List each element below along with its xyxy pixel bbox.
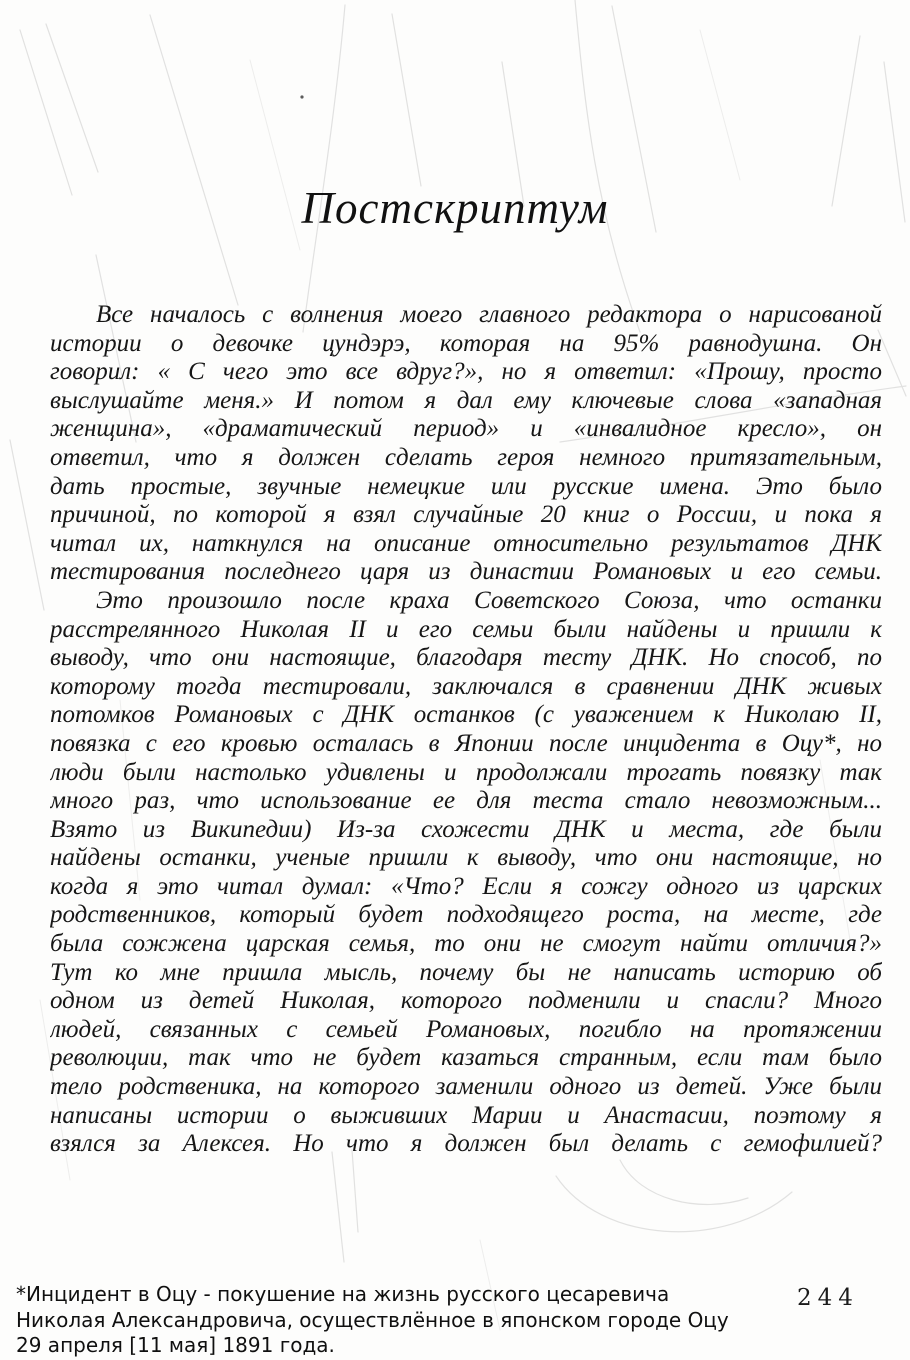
- text-line: Тут ко мне пришла мысль, почему бы не написать историю об: [50, 958, 882, 986]
- text-line: люди были настолько удивлены и продолжали трогать повязку так: [50, 758, 882, 786]
- text-line: говорил: « С чего это все вдруг?», но я ответил: «Прошу, просто: [50, 358, 882, 386]
- text-line: потомков Романовых с ДНК останков (с уважением к Николаю II,: [50, 701, 882, 729]
- text-line: выслушайте меня.» И потом я дал ему ключевые слова «западная: [50, 386, 882, 414]
- text-line: тестирования последнего царя из династии Романовых и его семьи.: [50, 558, 882, 586]
- text-line: причиной, по которой я взял случайные 20 книг о России, и пока я: [50, 501, 882, 529]
- page-number: 244: [797, 1285, 859, 1311]
- text-line: написаны истории о выживших Марии и Анастасии, поэтому я: [50, 1101, 882, 1129]
- text-line: женщина», «драматический период» и «инвалидное кресло», он: [50, 415, 882, 443]
- text-line: ответил, что я должен сделать героя немного притязательным,: [50, 443, 882, 471]
- text-line: расстрелянного Николая II и его семьи были найдены и пришли к: [50, 615, 882, 643]
- footnote-line: Николая Александровича, осуществлённое в японском городе Оцу: [16, 1307, 729, 1332]
- text-line: тело родственика, на которого заменили одного из детей. Уже были: [50, 1073, 882, 1101]
- text-line: дать простые, звучные немецкие или русские имена. Это было: [50, 472, 882, 500]
- text-line: Все началось с волнения моего главного редактора о нарисованой: [96, 301, 882, 328]
- ink-speck: [300, 95, 303, 98]
- body-text: [50, 301, 882, 1159]
- text-line: выводу, что они настоящие, благодаря тесту ДНК. Но способ, по: [50, 644, 882, 672]
- text-line: взялся за Алексея. Но что я должен был делать с гемофилией?: [50, 1130, 882, 1158]
- text-line: одном из детей Николая, которого подменили и спасли? Много: [50, 987, 882, 1015]
- footnote: [16, 1282, 729, 1359]
- footnote-line: 29 апреля [11 мая] 1891 года.: [16, 1333, 335, 1357]
- text-line: которому тогда тестировали, заключался в сравнении ДНК живых: [50, 672, 882, 700]
- page-title: Постскриптум: [301, 183, 609, 233]
- text-line: родственников, который будет подходящего роста, на месте, где: [50, 901, 882, 929]
- text-line: когда я это читал думал: «Что? Если я сожгу одного из царских: [50, 872, 882, 900]
- text-line: Это произошло после краха Советского Союза, что останки: [96, 586, 882, 614]
- footnote-line: *Инцидент в Оцу - покушение на жизнь русского цесаревича: [16, 1282, 670, 1306]
- text-line: истории о девочке цундэрэ, которая на 95% равнодушна. Он: [50, 329, 882, 357]
- text-line: была сожжена царская семья, то они не смогут найти отличия?»: [50, 930, 882, 958]
- text-line: повязка с его кровью осталась в Японии после инцидента в Оцу*, но: [50, 729, 882, 757]
- text-line: найдены останки, ученые пришли к выводу, что они настоящие, но: [50, 844, 882, 872]
- text-line: людей, связанных с семьей Романовых, погибло на протяжении: [50, 1015, 882, 1043]
- text-line: революции, так что не будет казаться странным, если там было: [50, 1044, 882, 1072]
- text-line: читал их, наткнулся на описание относительно результатов ДНК: [50, 529, 882, 557]
- text-line: много раз, что использование ее для теста стало невозможным...: [50, 787, 882, 815]
- text-line: Взято из Википедии) Из-за схожести ДНК и места, где были: [50, 815, 882, 843]
